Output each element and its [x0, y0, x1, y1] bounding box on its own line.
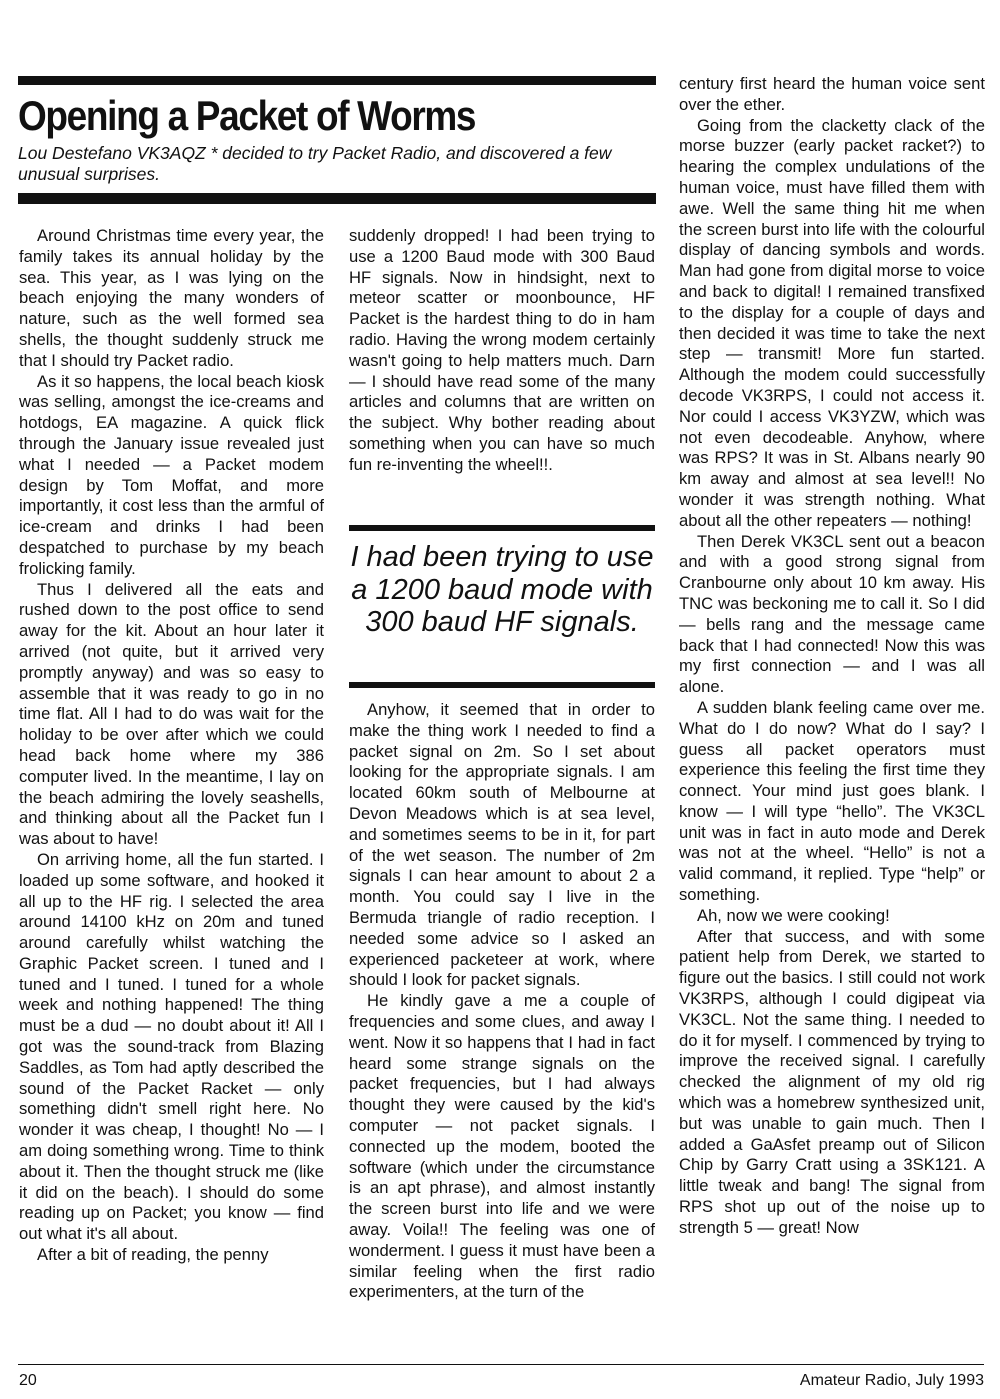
paragraph: Going from the clacketty clack of the morse buzzer (early packet racket?) to hearing the complex undulations of the human voice, must have filled them with awe. Well the same thing hit me when the screen burst into life with the colourful display of dancing symbols and words. Man had gone from digital morse to voice and back to digital! I remained transfixed to the display for a couple of days and then decided it was time to take the next step — transmit! More fun started. Although the modem could successfully decode VK3RPS, I could not access it. Nor could I access VK3YZW, which was not even decodeable. Anyhow, where was RPS? It was in St. Albans nearly 90 km away and almost at sea level!! No wonder it was strength nothing. What about all the other repeaters — nothing!	[679, 115, 985, 530]
article-title: Opening a Packet of Worms	[18, 92, 476, 139]
column-1	[19, 226, 324, 1266]
paragraph: Around Christmas time every year, the family takes its annual holiday by the sea. This year, as I was lying on the beach enjoying the many wonders of nature, such as the well formed sea shells, the thought suddenly struck me that I should try Packet radio.	[19, 226, 324, 370]
publication-info: Amateur Radio, July 1993	[799, 1372, 984, 1389]
title-top-rule	[18, 76, 656, 85]
paragraph: After that success, and with some patient help from Derek, we started to figure out the basics. I still could not work VK3RPS, although I could digipeat via VK3CL. Not the same thing. I needed to do it for myself. I commenced by trying to improve the received signal. I carefully checked the alignment of my old rig which was a homebrew synthesized unit, but was unable to gain much. Then I added a GaAsfet preamp out of Silicon Chip by Garry Cratt using a 3SK121. A little tweak and bang! The signal from RPS shot up out of the noise up to strength 5 — great! Now	[679, 926, 985, 1237]
column-3	[679, 74, 985, 1239]
subtitle-bottom-rule	[18, 193, 656, 204]
article-subtitle: Lou Destefano VK3AQZ * decided to try Packet Radio, and discovered a few unusual surprises.	[18, 143, 612, 184]
paragraph: Thus I delivered all the eats and rushed down to the post office to send away for the kit. About an hour later it arrived (not quite, but it arrived very promptly anyway) and was so easy to assemble that it was ready to go in no time flat. All I had to do was wait for the holiday to be over after which we could head back home where my 386 computer lived. In the meantime, I lay on the beach admiring the lovely seashells, and thinking about all the Packet fun I was about to have!	[19, 579, 324, 849]
paragraph: On arriving home, all the fun started. I loaded up some software, and hooked it all up to the HF rig. I selected the area around 14100 kHz on 20m and tuned around carefully whilst watching the Graphic Packet screen. I tuned and I tuned and I tuned. I tuned for a whole week and nothing happened! The thing must be a dud — no doubt about it! All I got was the sound-track from Blazing Saddles, as Tom had aptly described the sound of the Packet Racket — only something didn't smell right here. No wonder it was cheap, I thought! No — I am doing something wrong. Time to think about it. Then the thought struck me (like it did on the beach). I should do some reading up on Packet; you know — find out what it's all about.	[19, 849, 324, 1244]
paragraph: suddenly dropped! I had been trying to use a 1200 Baud mode with 300 Baud HF signals. Now in hindsight, next to meteor scatter or moonbounce, HF Packet is the hardest thing to do in ham radio. Having the wrong modem certainly wasn't going to help matters much. Darn — I should have read some of the many articles and columns that are written on the subject. Why bother reading about something when you can have so much fun re-inventing the wheel!!.	[349, 226, 655, 474]
paragraph: As it so happens, the local beach kiosk was selling, amongst the ice-creams and hotdogs, EA magazine. A quick flick through the January issue revealed just what I needed — a Packet modem design by Tom Moffat, and more importantly, it cost less than the armful of ice-cream and drinks I had been despatched to purchase by my beach frolicking family.	[19, 371, 324, 578]
paragraph: century first heard the human voice sent over the ether.	[679, 74, 985, 114]
paragraph: A sudden blank feeling came over me. What do I do now? What do I say? I guess all packet operators must experience this feeling the first time they connect. Your mind just goes blank. I know — I will type “hello”. The VK3CL unit was in fact in auto mode and Derek was not at the wheel. “Hello” is not a valid command, it replied. Type “help” or something.	[679, 697, 985, 905]
column-2-bottom	[349, 700, 655, 1303]
paragraph: After a bit of reading, the penny	[37, 1245, 269, 1265]
column-2-top	[349, 226, 655, 476]
page-number: 20	[19, 1372, 37, 1389]
paragraph: Anyhow, it seemed that in order to make the thing work I needed to find a packet signal on 2m. So I set about looking for the appropriate signals. I am located 60km south of Melbourne at Devon Meadows which is at sea level, and sometimes seems to be in it, for part of the wet season. The number of 2m signals I can hear amount to about 2 a month. You could say I live in the Bermuda triangle of radio reception. I needed some advice so I asked an experienced packeteer at work, where should I look for packet signals.	[349, 700, 655, 990]
pull-quote: I had been trying to use a 1200 baud mode with 300 baud HF signals.	[350, 541, 654, 638]
paragraph: Ah, now we were cooking!	[697, 905, 890, 925]
paragraph: He kindly gave a me a couple of frequencies and some clues, and away I went. Now it so happens that I had in fact heard some strange signals on the packet frequencies, but I had always thought they were caused by the kid's computer — not packet signals. I connected up the modem, booted the software (which under the circumstance is an apt phrase), and almost instantly the screen burst into life and we were away. Voila!! The feeling was one of wonderment. I guess it must have been a similar feeling when the first radio experimenters, at the turn of the	[349, 991, 655, 1302]
paragraph: Then Derek VK3CL sent out a beacon and with a good strong signal from Cranbourne only about 10 km away. His TNC was beckoning me to call it. So I did — bells rang and the message came back that I had connected! Now this was my first connection — and I was all alone.	[679, 531, 985, 697]
pull-quote-bottom-rule	[349, 682, 655, 688]
footer-rule	[18, 1364, 984, 1365]
pull-quote-top-rule	[349, 525, 655, 531]
